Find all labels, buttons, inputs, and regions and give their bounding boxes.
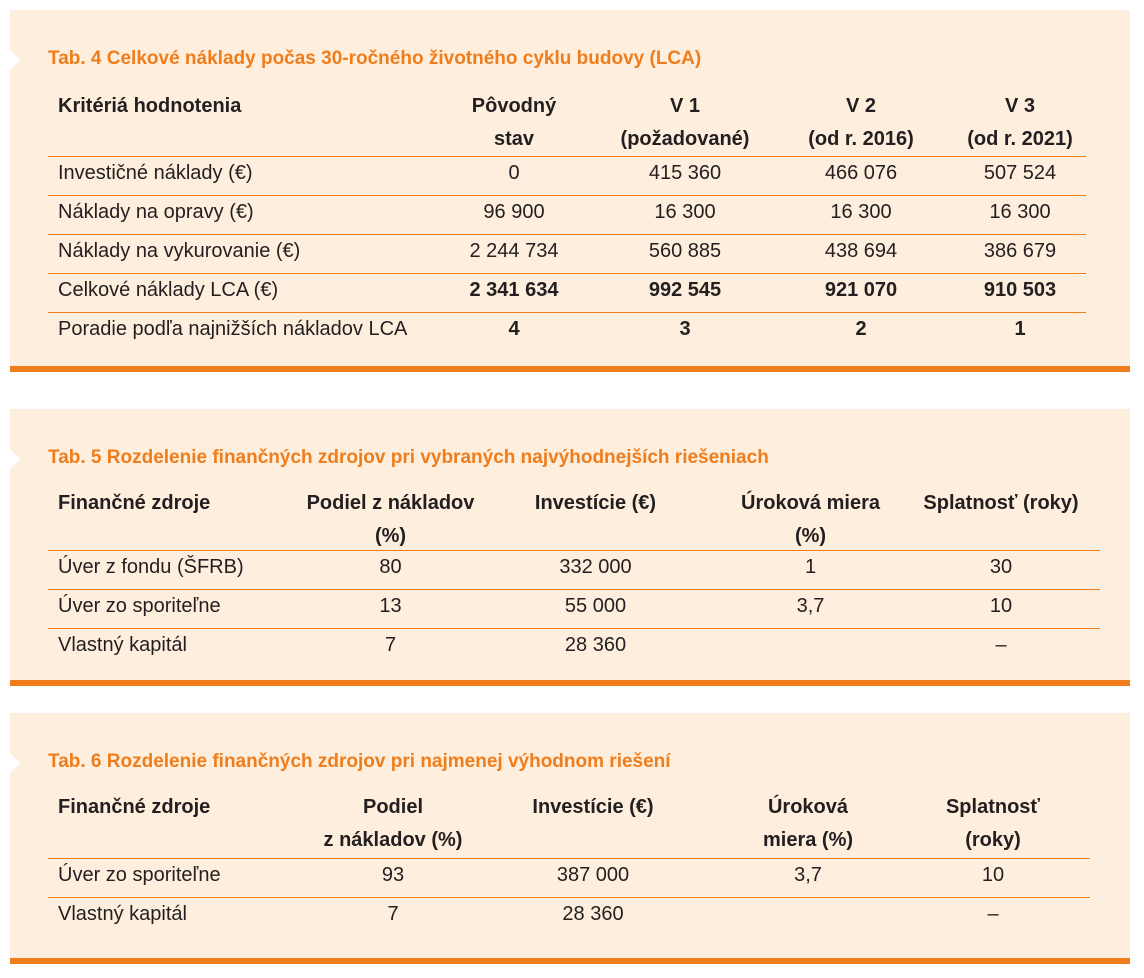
table-cell: 560 885 bbox=[648, 240, 722, 262]
table-cell: 2 341 634 bbox=[469, 279, 559, 301]
table-cell: 466 076 bbox=[824, 162, 898, 184]
table-cell: 13 bbox=[379, 595, 402, 617]
data-table bbox=[48, 90, 1086, 351]
table-header-row bbox=[48, 90, 1086, 157]
table-cell: 30 bbox=[989, 556, 1013, 578]
panel-notch bbox=[10, 50, 20, 70]
row-label: Úver zo sporiteľne bbox=[58, 864, 221, 886]
row-label: Náklady na vykurovanie (€) bbox=[58, 240, 301, 262]
table-cell: 332 000 bbox=[559, 556, 632, 578]
table-cell: 16 300 bbox=[654, 201, 716, 223]
table-cell: 507 524 bbox=[983, 162, 1057, 184]
table-cell: 28 360 bbox=[564, 634, 627, 656]
row-label: Poradie podľa najnižších nákladov LCA bbox=[58, 318, 408, 340]
table-cell: 992 545 bbox=[648, 279, 722, 301]
header-cell: Pôvodný stav bbox=[471, 95, 557, 150]
table-header-row bbox=[48, 791, 1090, 859]
table-cell: 2 244 734 bbox=[469, 240, 559, 262]
table-cell: 386 679 bbox=[983, 240, 1057, 262]
panel-notch bbox=[10, 449, 20, 469]
table-cell: – bbox=[987, 903, 999, 925]
table-row bbox=[48, 235, 1086, 274]
table-row bbox=[48, 157, 1086, 196]
header-cell: Finančné zdroje bbox=[58, 796, 211, 818]
table-cell: 16 300 bbox=[989, 201, 1051, 223]
table-header-row bbox=[48, 487, 1100, 551]
table-cell: 10 bbox=[989, 595, 1013, 617]
table-cell: 1 bbox=[804, 556, 817, 578]
table-cell: 80 bbox=[379, 556, 402, 578]
table-cell: 2 bbox=[855, 318, 867, 340]
table-cell: 16 300 bbox=[830, 201, 892, 223]
row-label: Celkové náklady LCA (€) bbox=[58, 279, 279, 301]
row-label: Náklady na opravy (€) bbox=[58, 201, 254, 223]
table-title: Tab. 5 Rozdelenie finančných zdrojov pri vybraných najvýhodnejších riešeniach bbox=[48, 447, 769, 468]
table-cell: 7 bbox=[387, 903, 399, 925]
table-cell: 10 bbox=[981, 864, 1005, 886]
table-row bbox=[48, 590, 1100, 629]
table-cell: 910 503 bbox=[983, 279, 1057, 301]
table-row bbox=[48, 629, 1100, 667]
table-row-total bbox=[48, 274, 1086, 313]
table-cell: 921 070 bbox=[824, 279, 898, 301]
table-cell: 415 360 bbox=[648, 162, 722, 184]
header-cell: Splatnosť (roky) bbox=[923, 492, 1079, 514]
row-label: Úver zo sporiteľne bbox=[58, 595, 221, 617]
row-label: Vlastný kapitál bbox=[58, 634, 187, 656]
table-row bbox=[48, 859, 1090, 898]
table-cell: 387 000 bbox=[556, 864, 630, 886]
table-cell: 93 bbox=[381, 864, 405, 886]
table-row bbox=[48, 551, 1100, 590]
table-cell: – bbox=[995, 634, 1007, 656]
header-cell: V 2 (od r. 2016) bbox=[808, 95, 914, 150]
row-label: Úver z fondu (ŠFRB) bbox=[58, 556, 244, 578]
table-cell: 0 bbox=[508, 162, 520, 184]
table-title: Tab. 4 Celkové náklady počas 30-ročného životného cyklu budovy (LCA) bbox=[48, 48, 702, 69]
table-cell: 3,7 bbox=[796, 595, 825, 617]
table-title: Tab. 6 Rozdelenie finančných zdrojov pri najmenej výhodnom riešení bbox=[48, 751, 671, 772]
table-cell: 55 000 bbox=[564, 595, 627, 617]
table-cell: 3,7 bbox=[794, 864, 822, 886]
table-panel-4 bbox=[10, 10, 1130, 372]
header-cell: Investície (€) bbox=[534, 492, 657, 514]
table-cell: 96 900 bbox=[483, 201, 545, 223]
header-cell: Úroková miera (%) bbox=[762, 796, 854, 851]
data-table bbox=[48, 791, 1090, 936]
header-cell: Finančné zdroje bbox=[58, 492, 211, 514]
header-cell: V 3 (od r. 2021) bbox=[967, 95, 1073, 150]
panel-notch bbox=[10, 753, 20, 773]
table-cell: 28 360 bbox=[562, 903, 624, 925]
table-row bbox=[48, 898, 1090, 936]
table-cell: 1 bbox=[1014, 318, 1026, 340]
table-row-rank bbox=[48, 313, 1086, 351]
table-cell: 4 bbox=[508, 318, 520, 340]
table-cell: 7 bbox=[384, 634, 397, 656]
header-cell: Úroková miera (%) bbox=[741, 492, 880, 547]
table-row bbox=[48, 196, 1086, 235]
header-cell: Splatnosť (roky) bbox=[945, 796, 1041, 851]
header-cell: Investície (€) bbox=[532, 796, 654, 818]
table-panel-5 bbox=[10, 409, 1130, 686]
table-cell: 438 694 bbox=[824, 240, 898, 262]
table-cell: 3 bbox=[679, 318, 691, 340]
header-cell: Podiel z nákladov (%) bbox=[306, 492, 475, 547]
row-label: Investičné náklady (€) bbox=[58, 162, 253, 184]
table-panel-6 bbox=[10, 713, 1130, 964]
header-cell: Kritériá hodnotenia bbox=[58, 95, 242, 117]
data-table bbox=[48, 487, 1100, 667]
header-cell: Podiel z nákladov (%) bbox=[323, 796, 463, 851]
header-cell: V 1 (požadované) bbox=[620, 95, 750, 150]
row-label: Vlastný kapitál bbox=[58, 903, 187, 925]
